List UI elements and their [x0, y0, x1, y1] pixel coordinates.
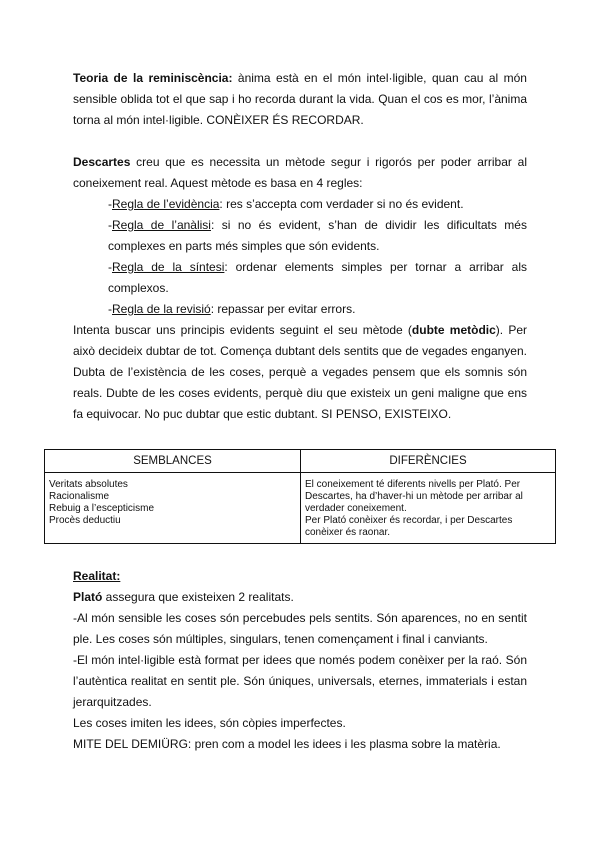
list-item: El coneixement té diferents nivells per Plató. Per Descartes, ha d’haver-hi un mètode per arribar al verdader coneixement.: [305, 479, 523, 514]
list-item: Per Plató conèixer és recordar, i per Descartes conèixer és raonar.: [305, 515, 513, 538]
realitat-title: Realitat:: [73, 569, 121, 583]
descartes-intro-paragraph: [73, 152, 527, 194]
rule-name: Regla de l’evidència: [112, 197, 220, 211]
descartes-rules-list: [73, 194, 527, 320]
rule-dash: -: [108, 197, 112, 211]
header-semblances: SEMBLANCES: [45, 450, 301, 473]
rule-name: Regla de la síntesi: [112, 260, 225, 274]
realitat-heading: [73, 566, 527, 587]
realitat-line: Les coses imiten les idees, són còpies imperfectes.: [73, 716, 346, 730]
descartes-intro: creu que es necessita un mètode segur i rigorós per poder arribar al coneixement real. Aquest mètode es basa en 4 regles:: [73, 155, 527, 190]
plato-text: assegura que existeixen 2 realitats.: [102, 590, 294, 604]
dubte-text-after: ). Per això decideix dubtar de tot. Comença dubtant dels sentits que de vegades enganyen. Dubta de l’existència de les coses, perquè a vegades pensem que els somnis són reals. Dubte de les coses evidents, perquè diu que existeix un geni maligne que ens fa equivocar. No puc dubtar que estic dubtant. SI PENSO, EXISTEIXO.: [73, 323, 527, 421]
reminiscencia-title: Teoria de la reminiscència:: [73, 71, 233, 85]
rule-text: : ordenar elements simples per tornar a arribar als complexos.: [108, 260, 527, 295]
realitat-line: -El món intel·ligible està format per idees que només podem conèixer per la raó. Són l’autèntica realitat en sentit ple. Són úniques, universals, eternes, immaterials i estan jerarquitzades.: [73, 653, 527, 709]
rule-dash: -: [108, 218, 112, 232]
rule-text: : repassar per evitar errors.: [210, 302, 356, 316]
reminiscencia-text: ànima està en el món intel·ligible, quan cau al món sensible oblida tot el que sap i ho recorda durant la vida. Quan el cos es mor, l’ànima torna al món intel·ligible. CONÈIXER ÉS RECORDAR.: [73, 71, 527, 127]
rule-item-evidencia: [108, 194, 527, 215]
diferencies-cell: [301, 473, 556, 544]
list-item: Veritats absolutes: [49, 479, 128, 490]
rule-item-analisi: [108, 215, 527, 257]
list-item: Rebuig a l’escepticisme: [49, 503, 155, 514]
reminiscencia-paragraph: [73, 68, 527, 131]
rule-name: Regla de l’anàlisi: [112, 218, 211, 232]
dubte-metodic-paragraph: [73, 320, 527, 425]
table-header-row: [45, 450, 556, 473]
header-diferencies: DIFERÈNCIES: [301, 450, 556, 473]
rule-text: : si no és evident, s’han de dividir les dificultats més complexes en parts més simples que són evidents.: [108, 218, 527, 253]
descartes-name: Descartes: [73, 155, 131, 169]
semblances-cell: [45, 473, 301, 544]
rule-text: : res s’accepta com verdader si no és evident.: [219, 197, 464, 211]
list-item: Racionalisme: [49, 491, 110, 502]
dubte-text-before: Intenta buscar uns principis evidents seguint el seu mètode (: [73, 323, 412, 337]
realitat-line: MITE DEL DEMIÜRG: pren com a model les idees i les plasma sobre la matèria.: [73, 737, 501, 751]
plato-line: [73, 587, 527, 608]
rule-dash: -: [108, 260, 112, 274]
list-item: Procès deductiu: [49, 515, 121, 526]
table-row: [45, 473, 556, 544]
dubte-metodic-term: dubte metòdic: [411, 323, 496, 337]
plato-name: Plató: [73, 590, 103, 604]
realitat-line: -Al món sensible les coses són percebudes pels sentits. Són aparences, no en sentit ple. Les coses són múltiples, singulars, tenen començament i final i canviants.: [73, 611, 527, 646]
rule-item-sintesi: [108, 257, 527, 299]
realitat-section: [73, 566, 527, 755]
rule-dash: -: [108, 302, 112, 316]
rule-item-revisio: [108, 299, 527, 320]
rule-name: Regla de la revisió: [112, 302, 211, 316]
comparison-table: [44, 449, 556, 544]
